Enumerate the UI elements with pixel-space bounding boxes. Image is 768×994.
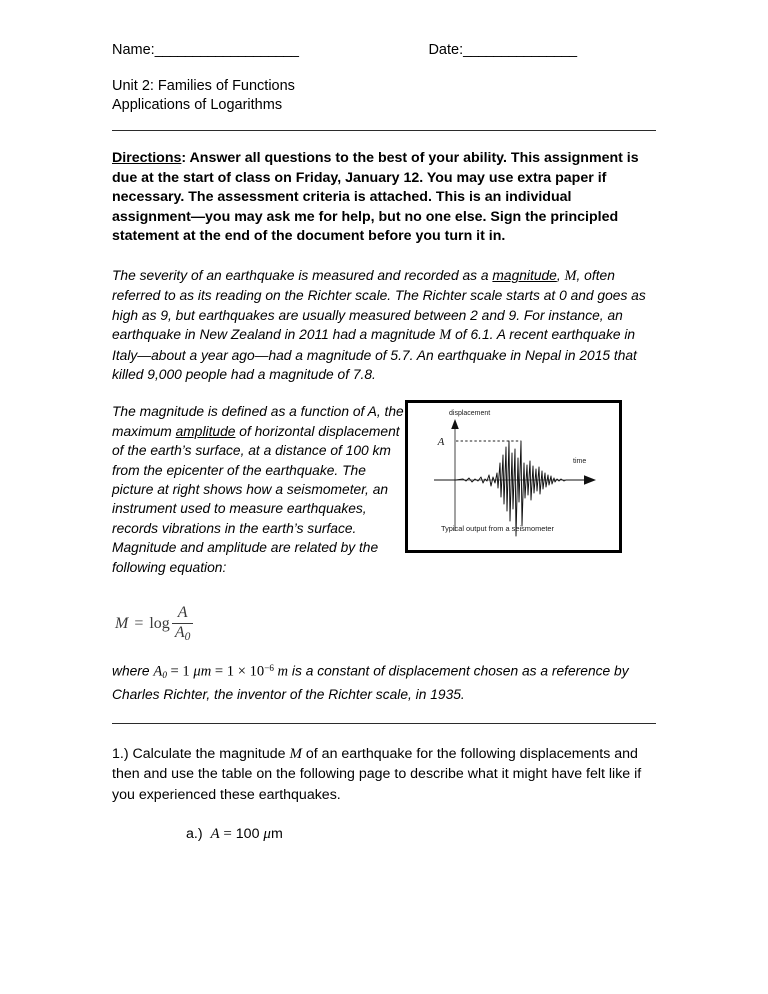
magnitude-underlined-term: magnitude	[492, 267, 557, 283]
directions-colon: :	[181, 150, 187, 166]
question-1	[112, 744, 658, 806]
seismic-waveform-trace	[434, 441, 586, 536]
formula-denominator-subscript: 0	[184, 631, 191, 644]
part-a-label: a.)	[186, 826, 203, 843]
displacement-axis-arrow	[451, 419, 459, 429]
date-field-group	[428, 40, 576, 60]
name-label: Name:	[112, 42, 155, 58]
question-1-text-b: of an earthquake for the following displacements and then and use the table on the following page to describe what it might have felt like if you experienced these earthquakes.	[112, 745, 642, 803]
directions-label: Directions	[112, 150, 182, 166]
time-axis-label: time	[573, 458, 587, 466]
definition-text-2: of horizontal displacement of the earth’s surface, at a distance of 100 km from the epicenter of the earthquake. The picture at right shows how a seismometer, an instrument used to measure earthquakes, records vibrations in the earth’s surface. Magnitude and amplitude are related by the following equation:	[112, 423, 400, 575]
a0-subscript: 0	[162, 669, 167, 680]
a0-base-symbol: A	[153, 663, 163, 680]
formula-denominator-a0	[172, 623, 194, 643]
name-date-row	[112, 40, 656, 60]
reference-constant-paragraph	[112, 659, 660, 705]
where-equals-1: =	[166, 663, 183, 680]
document-content	[112, 40, 656, 844]
part-a-equals-sign: =	[223, 826, 232, 843]
part-a-unit-mu: μ	[263, 826, 271, 843]
magnitude-definition-paragraph	[112, 402, 404, 577]
unit-line-secondary: Applications of Logarithms	[112, 96, 283, 113]
amplitude-underlined-term: amplitude	[175, 423, 236, 439]
date-label: Date:	[428, 42, 464, 58]
name-blank-line[interactable]: ___________________	[154, 42, 299, 58]
header-divider	[112, 130, 656, 131]
question-1-variable-m: M	[289, 745, 302, 762]
formula-fraction	[172, 605, 194, 643]
part-a-variable-a: A	[210, 826, 220, 843]
seismogram-diagram	[408, 403, 619, 550]
unit-line-primary: Unit 2: Families of Functions	[112, 78, 295, 94]
where-micrometer-unit: μm	[189, 663, 212, 680]
definition-text-1: The magnitude is defined as a function of A, the maximum	[112, 404, 404, 439]
narrative-variable-m: M	[564, 267, 577, 284]
question-1-text-a: Calculate the magnitude	[128, 745, 290, 762]
amplitude-marker-label: A	[437, 436, 445, 449]
where-equals-2: =	[211, 663, 227, 680]
directions-body: Answer all questions to the best of your ability. This assignment is due at the start of class on Friday, January 12. You may use extra paper if necessary. The assessment criteria is attached. This is an individual assignment—you may ask me for help, but no one else. Sign the principled statement at the end of the document before you turn it in.	[112, 150, 639, 245]
where-times-sign: ×	[234, 663, 250, 680]
question-1-number: 1.)	[112, 745, 129, 762]
formula-log-operator: log	[149, 615, 170, 633]
formula-lhs-m: M	[115, 615, 129, 633]
narrative-text-4: of 6.1. A recent earthquake in Italy—about a year ago—had a magnitude of 5.7. An earthquake in Nepal in 2015 that killed 9,000 people had a magnitude of 7.8.	[112, 327, 637, 382]
where-suffix: is a constant of displacement chosen as a reference by Charles Richter, the inventor of the Richter scale, in 1935.	[112, 663, 629, 703]
section-divider	[112, 723, 656, 724]
formula-numerator-a: A	[177, 604, 188, 622]
part-a-value: 100	[235, 826, 260, 843]
question-1-part-a	[186, 824, 656, 844]
where-base-ten: 10	[249, 663, 265, 680]
where-value-one: 1	[182, 663, 190, 680]
earthquake-narrative-paragraph	[112, 266, 660, 384]
narrative-text-2: ,	[556, 267, 565, 283]
unit-title-block	[112, 77, 656, 114]
seismometer-figure	[405, 400, 622, 553]
directions-paragraph	[112, 149, 652, 247]
where-meter-unit: m	[273, 663, 289, 680]
where-exponent: −6	[264, 663, 274, 674]
definition-and-figure-row	[112, 402, 656, 577]
where-prefix: where	[112, 663, 154, 679]
part-a-unit-m: m	[270, 826, 283, 843]
magnitude-formula	[115, 605, 656, 643]
date-blank-line[interactable]: _______________	[463, 42, 577, 58]
narrative-text-1: The severity of an earthquake is measured and recorded as a	[112, 267, 493, 283]
narrative-variable-m-second: M	[439, 327, 452, 344]
displacement-axis-label: displacement	[449, 410, 491, 418]
name-field-group	[112, 40, 298, 60]
formula-denominator-base: A	[174, 623, 185, 641]
where-value-one-b: 1	[226, 663, 235, 680]
figure-caption: Typical output from a seismometer	[441, 524, 554, 534]
narrative-text-3: , often referred to as its reading on the Richter scale. The Richter scale starts at 0 and goes as high as 9, but earthquakes are usually measured between 2 and 9. For instance, an earthquake in New Zealand in 2011 had a magnitude	[112, 267, 646, 343]
formula-equals-sign: =	[134, 615, 144, 633]
